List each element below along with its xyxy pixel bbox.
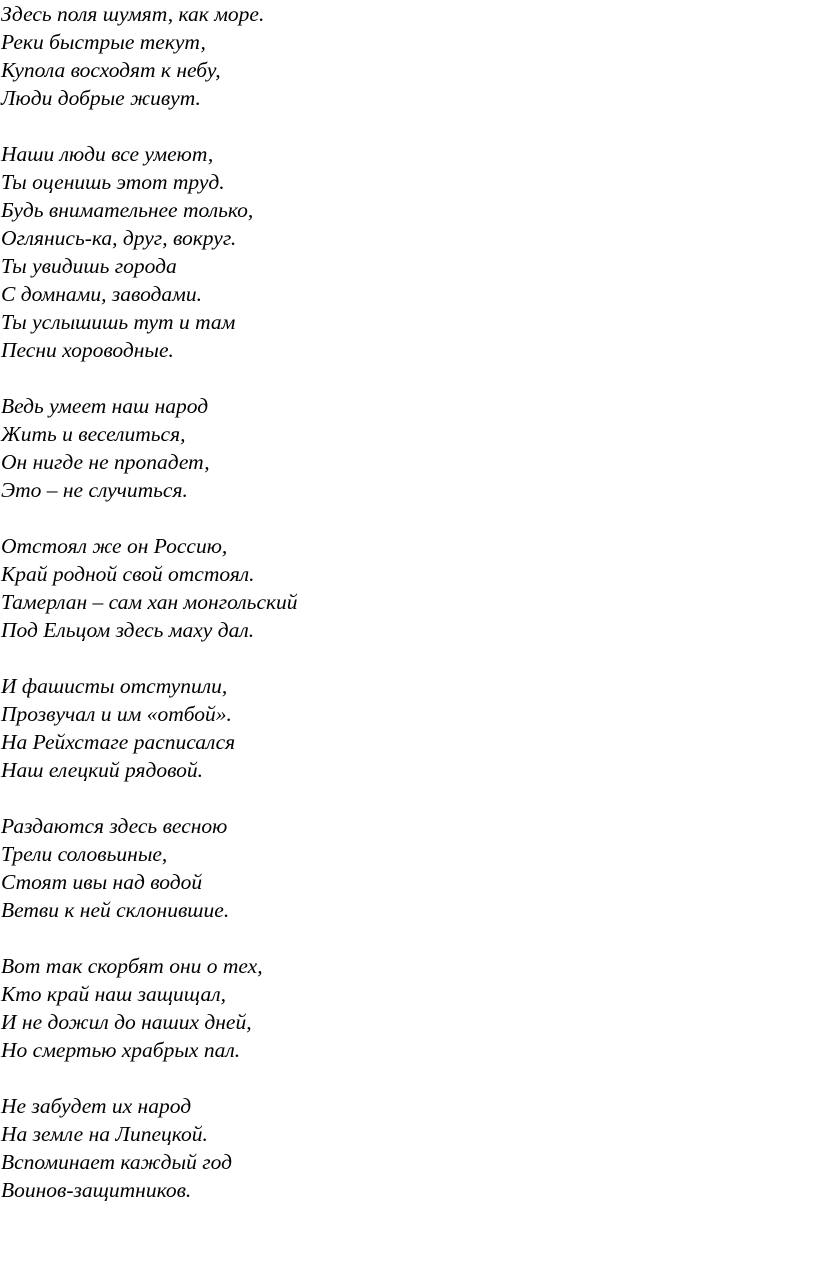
poem-line: Будь внимательнее только,: [1, 198, 254, 222]
poem-line: Не забудет их народ: [1, 1094, 192, 1118]
poem-line: Но смертью храбрых пал.: [1, 1038, 241, 1062]
poem-line: Тамерлан – сам хан монгольский: [1, 590, 298, 614]
poem-line: Наш елецкий рядовой.: [1, 758, 204, 782]
poem-stanza: [1, 812, 801, 924]
poem-line: Ты увидишь города: [1, 254, 177, 278]
poem-line: Жить и веселиться,: [1, 422, 186, 446]
poem-line: Воинов-защитников.: [1, 1178, 192, 1202]
poem-line: Оглянись-ка, друг, вокруг.: [1, 226, 237, 250]
poem-line: Вот так скорбят они о тех,: [1, 954, 263, 978]
poem: [1, 0, 801, 1204]
poem-line: Реки быстрые текут,: [1, 30, 206, 54]
poem-line: И не дожил до наших дней,: [1, 1010, 252, 1034]
poem-line: Это – не случиться.: [1, 478, 188, 502]
poem-stanza: [1, 952, 801, 1064]
poem-line: Вспоминает каждый год: [1, 1150, 232, 1174]
poem-line: Отстоял же он Россию,: [1, 534, 228, 558]
poem-line: Раздаются здесь весною: [1, 814, 228, 838]
poem-line: Здесь поля шумят, как море.: [1, 2, 265, 26]
poem-line: Под Ельцом здесь маху дал.: [1, 618, 255, 642]
poem-line: Ветви к ней склонившие.: [1, 898, 230, 922]
poem-line: Ты оценишь этот труд.: [1, 170, 225, 194]
poem-line: С домнами, заводами.: [1, 282, 203, 306]
poem-stanza: [1, 1092, 801, 1204]
poem-line: Песни хороводные.: [1, 338, 174, 362]
poem-line: Ведь умеет наш народ: [1, 394, 209, 418]
poem-line: На земле на Липецкой.: [1, 1122, 208, 1146]
poem-line: Стоят ивы над водой: [1, 870, 203, 894]
poem-line: Люди добрые живут.: [1, 86, 201, 110]
poem-line: На Рейхстаге расписался: [1, 730, 236, 754]
poem-line: Трели соловьиные,: [1, 842, 168, 866]
poem-line: Ты услышишь тут и там: [1, 310, 236, 334]
poem-line: Кто край наш защищал,: [1, 982, 227, 1006]
poem-line: Наши люди все умеют,: [1, 142, 214, 166]
poem-stanza: [1, 140, 801, 364]
poem-line: Прозвучал и им «отбой».: [1, 702, 232, 726]
poem-stanza: [1, 392, 801, 504]
poem-stanza: [1, 672, 801, 784]
poem-line: Он нигде не пропадет,: [1, 450, 210, 474]
poem-stanza: [1, 532, 801, 644]
poem-line: И фашисты отступили,: [1, 674, 228, 698]
poem-line: Купола восходят к небу,: [1, 58, 221, 82]
poem-line: Край родной свой отстоял.: [1, 562, 255, 586]
poem-stanza: [1, 0, 801, 112]
